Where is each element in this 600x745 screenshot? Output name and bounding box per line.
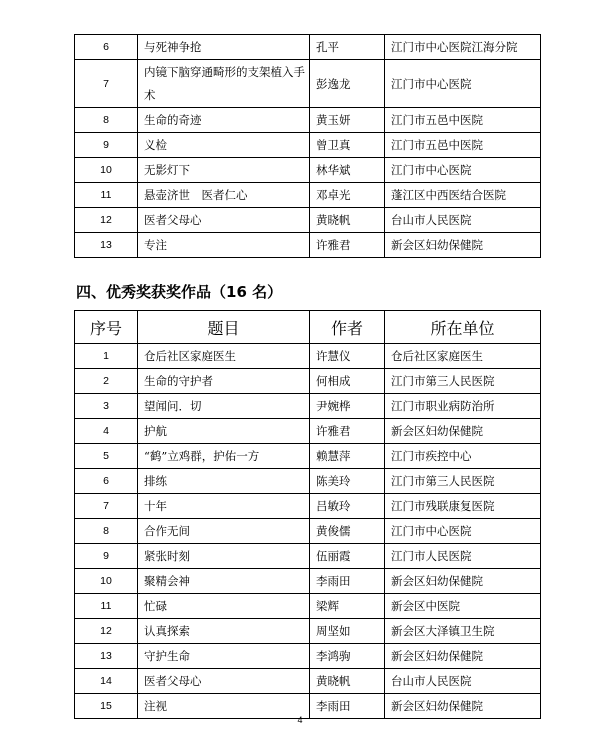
row-number: 12: [75, 619, 138, 644]
work-title: 无影灯下: [138, 158, 310, 183]
work-title: 十年: [138, 494, 310, 519]
table-row: [75, 369, 541, 394]
upper-award-table: [74, 34, 541, 258]
author-name: 李雨田: [310, 569, 385, 594]
work-title: 忙碌: [138, 594, 310, 619]
header-unit: 所在单位: [385, 311, 541, 344]
work-unit: 仓后社区家庭医生: [385, 344, 541, 369]
row-number: 4: [75, 419, 138, 444]
work-unit: 新会区妇幼保健院: [385, 419, 541, 444]
row-number: 13: [75, 644, 138, 669]
work-unit: 江门市残联康复医院: [385, 494, 541, 519]
work-title: 义检: [138, 133, 310, 158]
author-name: 孔平: [310, 35, 385, 60]
table-row: [75, 619, 541, 644]
author-name: 许雅君: [310, 233, 385, 258]
work-unit: 新会区妇幼保健院: [385, 569, 541, 594]
work-unit: 江门市中心医院: [385, 158, 541, 183]
table-row: [75, 469, 541, 494]
table-row: [75, 544, 541, 569]
work-title: “鹤”立鸡群，护佑一方: [138, 444, 310, 469]
work-unit: 江门市疾控中心: [385, 444, 541, 469]
table-row: [75, 108, 541, 133]
table-row: [75, 208, 541, 233]
row-number: 13: [75, 233, 138, 258]
work-unit: 江门市五邑中医院: [385, 108, 541, 133]
work-unit: 新会区大泽镇卫生院: [385, 619, 541, 644]
row-number: 8: [75, 108, 138, 133]
author-name: 黄晓帆: [310, 669, 385, 694]
row-number: 15: [75, 694, 138, 719]
header-no: 序号: [75, 311, 138, 344]
author-name: 周坚如: [310, 619, 385, 644]
author-name: 许雅君: [310, 419, 385, 444]
excellence-award-table: [74, 310, 541, 719]
work-unit: 江门市人民医院: [385, 544, 541, 569]
author-name: 曾卫真: [310, 133, 385, 158]
table-row: [75, 669, 541, 694]
work-unit: 台山市人民医院: [385, 669, 541, 694]
author-name: 梁辉: [310, 594, 385, 619]
work-unit: 江门市中心医院: [385, 60, 541, 108]
row-number: 3: [75, 394, 138, 419]
work-title: 紧张时刻: [138, 544, 310, 569]
work-unit: 新会区妇幼保健院: [385, 694, 541, 719]
work-title: 注视: [138, 694, 310, 719]
table-header-row: [75, 311, 541, 344]
row-number: 9: [75, 133, 138, 158]
work-title: 悬壶济世 医者仁心: [138, 183, 310, 208]
work-unit: 台山市人民医院: [385, 208, 541, 233]
author-name: 黄俊儒: [310, 519, 385, 544]
work-unit: 江门市中心医院江海分院: [385, 35, 541, 60]
work-unit: 江门市第三人民医院: [385, 469, 541, 494]
author-name: 彭逸龙: [310, 60, 385, 108]
author-name: 吕敏玲: [310, 494, 385, 519]
table-row: [75, 233, 541, 258]
work-unit: 新会区妇幼保健院: [385, 644, 541, 669]
work-title: 内镜下脑穿通畸形的支架植入手术: [138, 60, 310, 108]
author-name: 黄晓帆: [310, 208, 385, 233]
work-title: 望闻问．切: [138, 394, 310, 419]
author-name: 邓卓光: [310, 183, 385, 208]
table-row: [75, 344, 541, 369]
work-unit: 蓬江区中西医结合医院: [385, 183, 541, 208]
work-title: 医者父母心: [138, 208, 310, 233]
work-unit: 江门市职业病防治所: [385, 394, 541, 419]
work-title: 认真探索: [138, 619, 310, 644]
work-title: 专注: [138, 233, 310, 258]
row-number: 10: [75, 158, 138, 183]
work-title: 生命的守护者: [138, 369, 310, 394]
table-row: [75, 519, 541, 544]
table-row: [75, 494, 541, 519]
table-row: [75, 594, 541, 619]
table-row: [75, 133, 541, 158]
row-number: 6: [75, 35, 138, 60]
author-name: 陈美玲: [310, 469, 385, 494]
work-unit: 江门市中心医院: [385, 519, 541, 544]
work-title: 生命的奇迹: [138, 108, 310, 133]
author-name: 许慧仪: [310, 344, 385, 369]
row-number: 7: [75, 494, 138, 519]
work-unit: 新会区妇幼保健院: [385, 233, 541, 258]
row-number: 1: [75, 344, 138, 369]
author-name: 李雨田: [310, 694, 385, 719]
row-number: 14: [75, 669, 138, 694]
row-number: 10: [75, 569, 138, 594]
work-title: 仓后社区家庭医生: [138, 344, 310, 369]
table-row: [75, 183, 541, 208]
row-number: 9: [75, 544, 138, 569]
table-row: [75, 394, 541, 419]
work-title: 守护生命: [138, 644, 310, 669]
row-number: 2: [75, 369, 138, 394]
author-name: 林华斌: [310, 158, 385, 183]
work-title: 排练: [138, 469, 310, 494]
author-name: 尹婉桦: [310, 394, 385, 419]
table-row: [75, 158, 541, 183]
author-name: 赖慧萍: [310, 444, 385, 469]
work-unit: 江门市五邑中医院: [385, 133, 541, 158]
page-number: 4: [297, 715, 303, 725]
work-unit: 新会区中医院: [385, 594, 541, 619]
row-number: 11: [75, 594, 138, 619]
work-title: 合作无间: [138, 519, 310, 544]
row-number: 7: [75, 60, 138, 108]
work-unit: 江门市第三人民医院: [385, 369, 541, 394]
table-row: [75, 35, 541, 60]
row-number: 12: [75, 208, 138, 233]
author-name: 伍丽霞: [310, 544, 385, 569]
work-title: 医者父母心: [138, 669, 310, 694]
row-number: 6: [75, 469, 138, 494]
row-number: 5: [75, 444, 138, 469]
table-row: [75, 60, 541, 108]
table-row: [75, 419, 541, 444]
header-author: 作者: [310, 311, 385, 344]
table-row: [75, 569, 541, 594]
table-row: [75, 644, 541, 669]
row-number: 11: [75, 183, 138, 208]
section-heading: 四、优秀奖获奖作品（16 名）: [76, 283, 283, 301]
header-title: 题目: [138, 311, 310, 344]
author-name: 黄玉妍: [310, 108, 385, 133]
author-name: 李鸿驹: [310, 644, 385, 669]
work-title: 护航: [138, 419, 310, 444]
table-row: [75, 444, 541, 469]
work-title: 与死神争抢: [138, 35, 310, 60]
work-title: 聚精会神: [138, 569, 310, 594]
row-number: 8: [75, 519, 138, 544]
author-name: 何相成: [310, 369, 385, 394]
